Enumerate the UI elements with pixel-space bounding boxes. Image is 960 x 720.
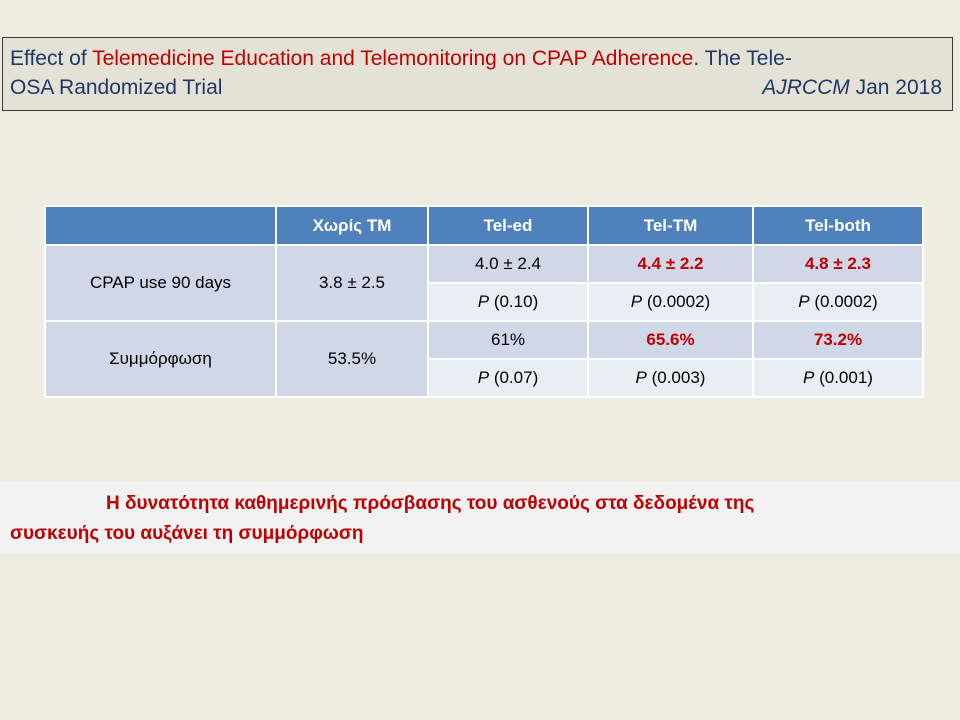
cell-tel-both-adherence: 73.2% — [753, 321, 923, 359]
p-value: (0.0002) — [809, 292, 878, 311]
citation — [762, 73, 942, 102]
p-label: P — [635, 368, 647, 387]
table-header-row — [45, 206, 923, 245]
journal-name: AJRCCM — [762, 76, 850, 99]
table-row — [45, 245, 923, 283]
header-tel-ed: Tel-ed — [428, 206, 588, 245]
p-value: (0.0002) — [642, 292, 711, 311]
cell-p-tel-tm-adherence — [588, 359, 753, 397]
publication-date: Jan 2018 — [849, 76, 942, 99]
conclusion-banner — [0, 482, 960, 554]
conclusion-line-1: Η δυνατότητα καθημερινής πρόσβασης του ασθενούς στα δεδομένα της — [106, 493, 755, 514]
row-label-adherence: Συμμόρφωση — [45, 321, 276, 397]
row-label-cpap-use: CPAP use 90 days — [45, 245, 276, 321]
title-line-2 — [10, 73, 952, 102]
p-label: P — [630, 292, 643, 311]
title-line-1 — [10, 44, 952, 73]
cell-control-adherence: 53.5% — [276, 321, 428, 397]
p-label: P — [477, 368, 490, 387]
results-table — [44, 205, 924, 398]
cell-p-tel-ed-adherence — [428, 359, 588, 397]
cell-tel-ed-cpap-use: 4.0 ± 2.4 — [428, 245, 588, 283]
p-label: P — [803, 368, 815, 387]
cell-p-tel-both-adherence — [753, 359, 923, 397]
title-highlight: Telemedicine Education and Telemonitoring on CPAP Adherence — [92, 47, 694, 70]
p-label: P — [477, 292, 490, 311]
cell-p-tel-ed-cpap-use — [428, 283, 588, 321]
title-prefix: Effect of — [10, 47, 93, 70]
table-row — [45, 321, 923, 359]
header-tel-both: Tel-both — [753, 206, 923, 245]
cell-p-tel-both-cpap-use — [753, 283, 923, 321]
p-value: (0.003) — [646, 368, 706, 387]
title-trial-name: OSA Randomized Trial — [10, 76, 223, 99]
cell-control-cpap-use: 3.8 ± 2.5 — [276, 245, 428, 321]
cell-p-tel-tm-cpap-use — [588, 283, 753, 321]
p-value: (0.10) — [489, 292, 539, 311]
cell-tel-tm-cpap-use: 4.4 ± 2.2 — [588, 245, 753, 283]
title-suffix: . The Tele- — [693, 47, 792, 70]
header-control: Χωρίς TM — [276, 206, 428, 245]
cell-tel-tm-adherence: 65.6% — [588, 321, 753, 359]
p-label: P — [798, 292, 810, 311]
conclusion-line-2: συσκευής του αυξάνει τη συμμόρφωση — [10, 523, 364, 544]
p-value: (0.07) — [489, 368, 539, 387]
p-value: (0.001) — [814, 368, 873, 387]
cell-tel-ed-adherence: 61% — [428, 321, 588, 359]
title-box — [2, 37, 953, 111]
header-tel-tm: Tel-TM — [588, 206, 753, 245]
cell-tel-both-cpap-use: 4.8 ± 2.3 — [753, 245, 923, 283]
header-empty — [45, 206, 276, 245]
